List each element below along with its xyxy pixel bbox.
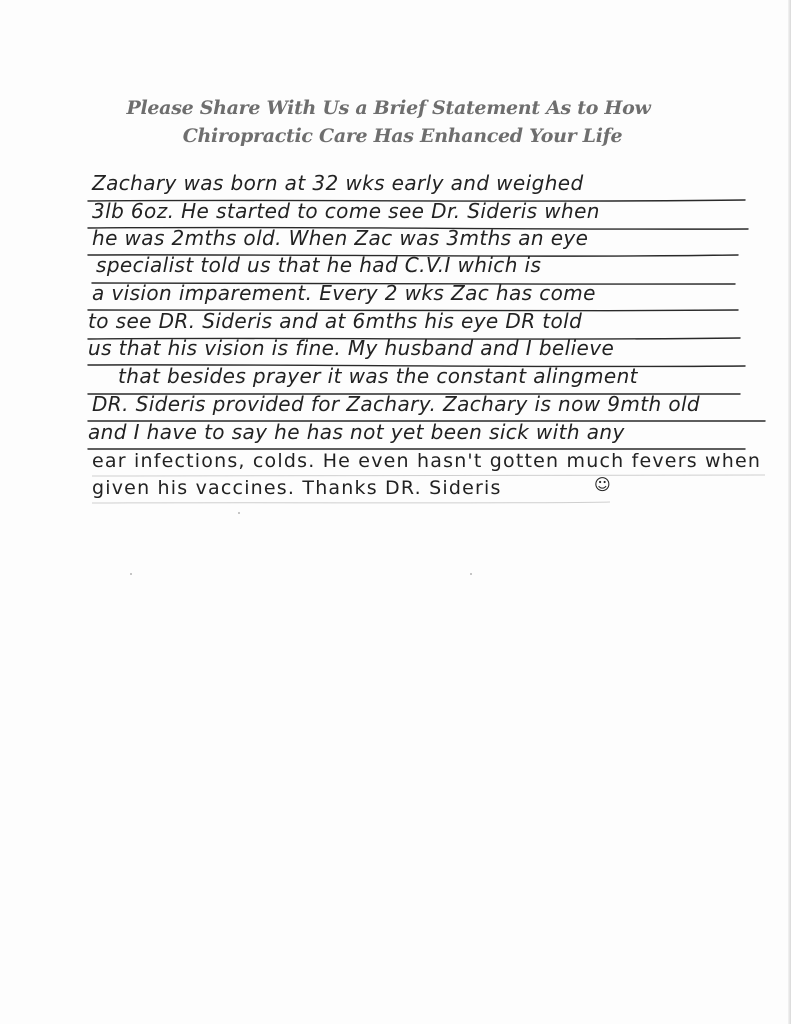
smiley-glyph: ☺ [594, 475, 612, 494]
statement-line: and I have to say he has not yet been sick with any [88, 420, 625, 444]
statement-line: he was 2mths old. When Zac was 3mths an eye [92, 226, 589, 250]
header-line-2: Chiropractic Care Has Enhanced Your Life [182, 125, 623, 147]
faint-rule [92, 475, 765, 476]
scan-speck [470, 573, 472, 575]
statement-line: 3lb 6oz. He started to come see Dr. Sideris when [92, 199, 600, 223]
statement-line: specialist told us that he had C.V.I which is [96, 253, 542, 277]
statement-line: to see DR. Sideris and at 6mths his eye DR told [88, 309, 583, 333]
scan-speck [130, 573, 132, 575]
statement-line: a vision imparement. Every 2 wks Zac has come [92, 281, 596, 305]
header-line-1: Please Share With Us a Brief Statement As to How [126, 97, 651, 119]
statement-line: that besides prayer it was the constant alingment [118, 364, 638, 388]
statement-line: us that his vision is fine. My husband and I believe [88, 336, 615, 360]
faint-rule [92, 502, 610, 503]
scan-speck [238, 512, 240, 514]
statement-line: ear infections, colds. He even hasn't gotten much fevers when [92, 450, 762, 472]
statement-line: Zachary was born at 32 wks early and weighed [92, 171, 584, 195]
statement-line: DR. Sideris provided for Zachary. Zachary is now 9mth old [92, 392, 701, 416]
statement-line: given his vaccines. Thanks DR. Sideris [92, 477, 502, 499]
